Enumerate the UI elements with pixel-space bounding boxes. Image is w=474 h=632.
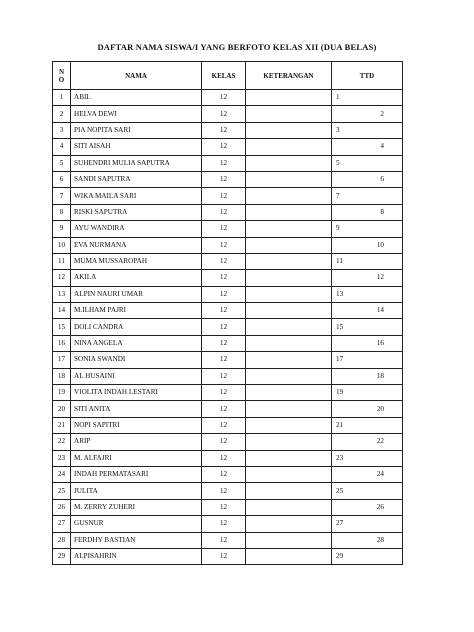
student-name-cell: SITI ANITA [71, 401, 202, 417]
signature-cell: 20 [332, 401, 403, 417]
signature-cell: 8 [332, 204, 403, 220]
student-name-cell: SITI AISAH [71, 139, 202, 155]
row-number-cell: 18 [53, 368, 71, 384]
class-cell: 12 [202, 516, 246, 532]
table-row [53, 171, 403, 187]
signature-cell: 14 [332, 303, 403, 319]
class-cell: 12 [202, 155, 246, 171]
row-number-cell: 27 [53, 516, 71, 532]
table-row [53, 90, 403, 106]
student-name-cell: MUMA MUSSAROPAH [71, 253, 202, 269]
remarks-cell [246, 335, 332, 351]
remarks-cell [246, 532, 332, 548]
student-table [52, 61, 403, 565]
signature-cell: 22 [332, 434, 403, 450]
class-cell: 12 [202, 171, 246, 187]
remarks-cell [246, 221, 332, 237]
header-no-line1: N [58, 67, 65, 76]
row-number-cell: 16 [53, 335, 71, 351]
row-number-cell: 28 [53, 532, 71, 548]
student-name-cell: HELVA DEWI [71, 106, 202, 122]
row-number-cell: 20 [53, 401, 71, 417]
class-cell: 12 [202, 417, 246, 433]
row-number-cell: 11 [53, 253, 71, 269]
signature-cell: 4 [332, 139, 403, 155]
student-name-cell: VIOLITA INDAH LESTARI [71, 385, 202, 401]
signature-cell: 7 [332, 188, 403, 204]
row-number-cell: 19 [53, 385, 71, 401]
student-name-cell: RISKI SAPUTRA [71, 204, 202, 220]
signature-cell: 28 [332, 532, 403, 548]
row-number-cell: 24 [53, 466, 71, 482]
signature-cell: 26 [332, 499, 403, 515]
remarks-cell [246, 385, 332, 401]
remarks-cell [246, 450, 332, 466]
table-row [53, 204, 403, 220]
header-keterangan: KETERANGAN [246, 62, 332, 90]
class-cell: 12 [202, 368, 246, 384]
signature-cell: 24 [332, 466, 403, 482]
table-row [53, 319, 403, 335]
remarks-cell [246, 90, 332, 106]
student-name-cell: PIA NOPITA SARI [71, 122, 202, 138]
class-cell: 12 [202, 303, 246, 319]
signature-cell: 15 [332, 319, 403, 335]
student-name-cell: NOPI SAPITRI [71, 417, 202, 433]
student-name-cell: SANDI SAPUTRA [71, 171, 202, 187]
class-cell: 12 [202, 204, 246, 220]
header-no-line2: O [58, 75, 65, 84]
header-kelas: KELAS [202, 62, 246, 90]
table-row [53, 303, 403, 319]
remarks-cell [246, 171, 332, 187]
remarks-cell [246, 139, 332, 155]
remarks-cell [246, 368, 332, 384]
class-cell: 12 [202, 106, 246, 122]
student-name-cell: WIKA MAILA SARI [71, 188, 202, 204]
table-row [53, 450, 403, 466]
class-cell: 12 [202, 286, 246, 302]
row-number-cell: 25 [53, 483, 71, 499]
table-row [53, 516, 403, 532]
remarks-cell [246, 417, 332, 433]
table-row [53, 335, 403, 351]
table-body [53, 90, 403, 565]
row-number-cell: 10 [53, 237, 71, 253]
student-name-cell: ALPIN NAURI UMAR [71, 286, 202, 302]
remarks-cell [246, 352, 332, 368]
row-number-cell: 8 [53, 204, 71, 220]
table-row [53, 483, 403, 499]
student-name-cell: ARIP [71, 434, 202, 450]
class-cell: 12 [202, 352, 246, 368]
signature-cell: 29 [332, 548, 403, 564]
student-name-cell: GUSNUR [71, 516, 202, 532]
remarks-cell [246, 499, 332, 515]
remarks-cell [246, 516, 332, 532]
class-cell: 12 [202, 90, 246, 106]
remarks-cell [246, 303, 332, 319]
signature-cell: 2 [332, 106, 403, 122]
remarks-cell [246, 204, 332, 220]
row-number-cell: 13 [53, 286, 71, 302]
student-name-cell: INDAH PERMATASARI [71, 466, 202, 482]
table-row [53, 237, 403, 253]
table-row [53, 106, 403, 122]
table-row [53, 188, 403, 204]
signature-cell: 1 [332, 90, 403, 106]
table-row [53, 434, 403, 450]
header-row [53, 62, 403, 90]
student-name-cell: M.ILHAM PAJRI [71, 303, 202, 319]
table-row [53, 155, 403, 171]
table-row [53, 253, 403, 269]
table-row [53, 270, 403, 286]
student-name-cell: EVA NURMANA [71, 237, 202, 253]
header-ttd: TTD [332, 62, 403, 90]
signature-cell: 3 [332, 122, 403, 138]
class-cell: 12 [202, 270, 246, 286]
table-row [53, 499, 403, 515]
class-cell: 12 [202, 253, 246, 269]
row-number-cell: 21 [53, 417, 71, 433]
student-name-cell: FERDHY BASTIAN [71, 532, 202, 548]
row-number-cell: 22 [53, 434, 71, 450]
table-header [53, 62, 403, 90]
student-name-cell: AKILA [71, 270, 202, 286]
class-cell: 12 [202, 139, 246, 155]
table-row [53, 286, 403, 302]
table-row [53, 466, 403, 482]
row-number-cell: 29 [53, 548, 71, 564]
remarks-cell [246, 548, 332, 564]
remarks-cell [246, 401, 332, 417]
table-row [53, 548, 403, 564]
class-cell: 12 [202, 237, 246, 253]
signature-cell: 16 [332, 335, 403, 351]
row-number-cell: 5 [53, 155, 71, 171]
class-cell: 12 [202, 335, 246, 351]
signature-cell: 9 [332, 221, 403, 237]
signature-cell: 12 [332, 270, 403, 286]
remarks-cell [246, 270, 332, 286]
table-row [53, 122, 403, 138]
row-number-cell: 26 [53, 499, 71, 515]
row-number-cell: 12 [53, 270, 71, 286]
row-number-cell: 1 [53, 90, 71, 106]
class-cell: 12 [202, 499, 246, 515]
remarks-cell [246, 188, 332, 204]
row-number-cell: 4 [53, 139, 71, 155]
remarks-cell [246, 237, 332, 253]
class-cell: 12 [202, 483, 246, 499]
student-name-cell: AYU WANDIRA [71, 221, 202, 237]
class-cell: 12 [202, 401, 246, 417]
signature-cell: 25 [332, 483, 403, 499]
remarks-cell [246, 483, 332, 499]
class-cell: 12 [202, 319, 246, 335]
table-row [53, 139, 403, 155]
signature-cell: 6 [332, 171, 403, 187]
class-cell: 12 [202, 532, 246, 548]
table-row [53, 352, 403, 368]
table-row [53, 417, 403, 433]
signature-cell: 27 [332, 516, 403, 532]
signature-cell: 17 [332, 352, 403, 368]
remarks-cell [246, 466, 332, 482]
student-name-cell: ABIL [71, 90, 202, 106]
class-cell: 12 [202, 122, 246, 138]
signature-cell: 21 [332, 417, 403, 433]
remarks-cell [246, 106, 332, 122]
remarks-cell [246, 155, 332, 171]
signature-cell: 23 [332, 450, 403, 466]
document-title: DAFTAR NAMA SISWA/I YANG BERFOTO KELAS XII (DUA BELAS) [97, 42, 377, 52]
class-cell: 12 [202, 548, 246, 564]
signature-cell: 10 [332, 237, 403, 253]
class-cell: 12 [202, 221, 246, 237]
signature-cell: 19 [332, 385, 403, 401]
class-cell: 12 [202, 385, 246, 401]
student-name-cell: ALPISAHRIN [71, 548, 202, 564]
table-row [53, 368, 403, 384]
table-row [53, 221, 403, 237]
class-cell: 12 [202, 188, 246, 204]
student-name-cell: DOLI CANDRA [71, 319, 202, 335]
student-name-cell: AL HUSAINI [71, 368, 202, 384]
remarks-cell [246, 253, 332, 269]
remarks-cell [246, 319, 332, 335]
row-number-cell: 9 [53, 221, 71, 237]
row-number-cell: 17 [53, 352, 71, 368]
signature-cell: 5 [332, 155, 403, 171]
class-cell: 12 [202, 466, 246, 482]
student-name-cell: M. ALFAJRI [71, 450, 202, 466]
row-number-cell: 7 [53, 188, 71, 204]
row-number-cell: 6 [53, 171, 71, 187]
student-name-cell: SUHENDRI MULIA SAPUTRA [71, 155, 202, 171]
table-row [53, 385, 403, 401]
table-row [53, 401, 403, 417]
header-nama: NAMA [71, 62, 202, 90]
remarks-cell [246, 434, 332, 450]
signature-cell: 11 [332, 253, 403, 269]
remarks-cell [246, 286, 332, 302]
table-row [53, 532, 403, 548]
student-name-cell: JULITA [71, 483, 202, 499]
student-name-cell: SONIA SWANDI [71, 352, 202, 368]
student-name-cell: M. ZERRY ZUHERI [71, 499, 202, 515]
header-no [53, 62, 71, 90]
signature-cell: 18 [332, 368, 403, 384]
row-number-cell: 14 [53, 303, 71, 319]
row-number-cell: 15 [53, 319, 71, 335]
row-number-cell: 3 [53, 122, 71, 138]
signature-cell: 13 [332, 286, 403, 302]
row-number-cell: 23 [53, 450, 71, 466]
class-cell: 12 [202, 450, 246, 466]
row-number-cell: 2 [53, 106, 71, 122]
class-cell: 12 [202, 434, 246, 450]
student-name-cell: NINA ANGELA [71, 335, 202, 351]
remarks-cell [246, 122, 332, 138]
